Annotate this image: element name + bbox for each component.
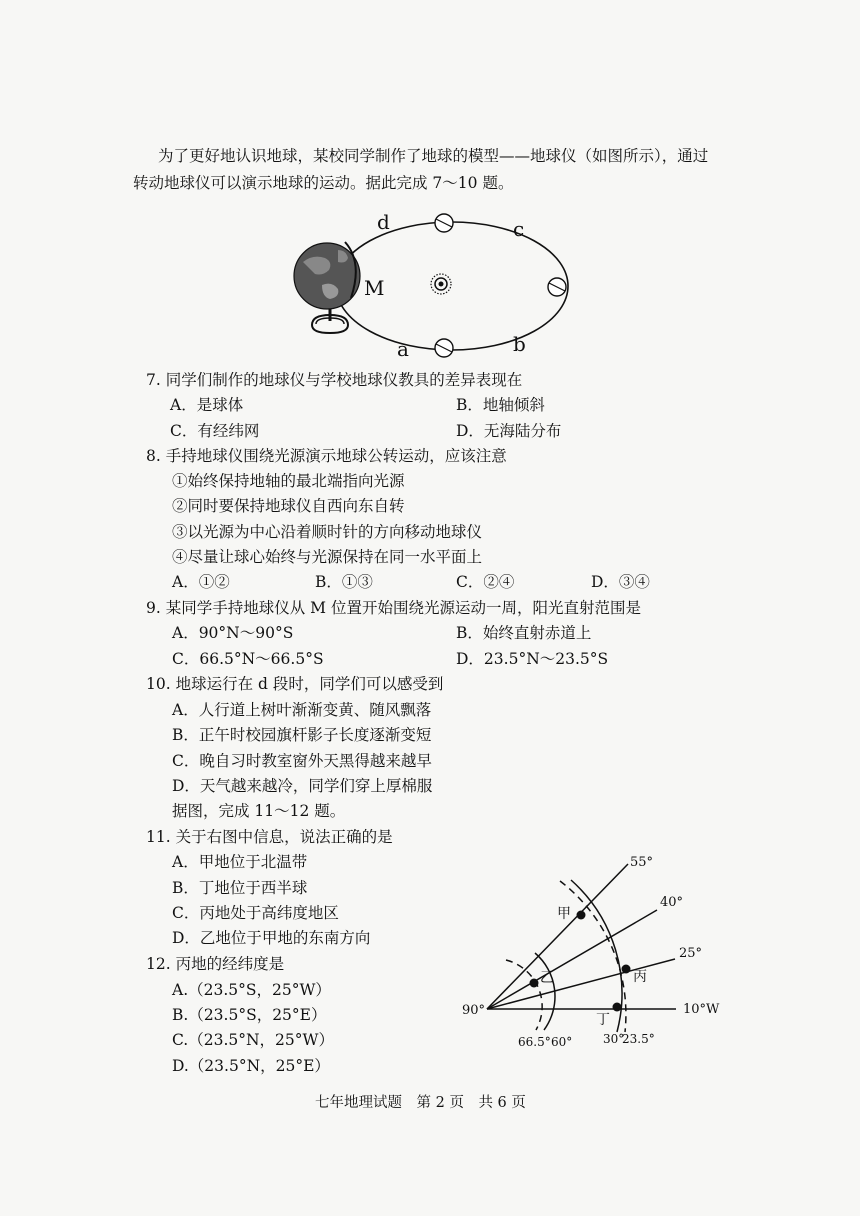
globe-model xyxy=(294,242,360,333)
label-bing: 丙 xyxy=(633,969,647,985)
q10-option-c: C．晚自习时教室窗外天黑得越来越早 xyxy=(172,752,432,770)
q9-option-a: A．90°N～90°S xyxy=(172,624,294,642)
earth-position-b xyxy=(548,278,566,296)
orbit-diagram xyxy=(290,208,590,368)
point-jia xyxy=(577,911,586,920)
q9-stem: 9. 某同学手持地球仪从 M 位置开始围绕光源运动一周，阳光直射范围是 xyxy=(146,599,641,617)
q9-option-b: B．始终直射赤道上 xyxy=(456,624,592,642)
meridian-40 xyxy=(487,910,657,1009)
label-d: d xyxy=(377,210,390,234)
label-pole-90: 90° xyxy=(462,1003,486,1018)
q11-option-c: C．丙地处于高纬度地区 xyxy=(172,904,339,922)
q8-option-b: B．①③ xyxy=(315,573,373,591)
earth-position-a xyxy=(435,339,453,357)
intro-line-2: 转动地球仪可以演示地球的运动。据此完成 7～10 题。 xyxy=(133,174,514,192)
q10-stem: 10. 地球运行在 d 段时，同学们可以感受到 xyxy=(146,675,444,693)
q9-option-c: C．66.5°N～66.5°S xyxy=(172,650,324,668)
point-ding xyxy=(613,1003,622,1012)
grid-diagram xyxy=(455,850,725,1050)
label-c: c xyxy=(513,217,525,241)
q10-option-d: D．天气越来越冷，同学们穿上厚棉服 xyxy=(172,777,433,795)
q10-option-b: B．正午时校园旗杆影子长度逐渐变短 xyxy=(172,726,432,744)
q8-option-d: D．③④ xyxy=(591,573,650,591)
label-b: b xyxy=(513,332,526,356)
q12-option-a: A.（23.5°S，25°W） xyxy=(172,981,331,999)
q11-option-a: A．甲地位于北温带 xyxy=(172,853,308,871)
label-yi: 乙 xyxy=(540,970,554,986)
q12-option-c: C.（23.5°N，25°W） xyxy=(172,1031,334,1049)
q8-statement-2: ②同时要保持地球仪自西向东自转 xyxy=(172,497,405,515)
label-a: a xyxy=(397,337,409,361)
sun-icon xyxy=(431,274,451,294)
label-m: M xyxy=(364,276,385,300)
q8-statement-4: ④尽量让球心始终与光源保持在同一水平面上 xyxy=(172,548,483,566)
label-lat-23-5: 23.5° xyxy=(622,1032,655,1046)
q8-statement-3: ③以光源为中心沿着顺时针的方向移动地球仪 xyxy=(172,523,483,541)
label-lon-55: 55° xyxy=(630,855,654,870)
q7-stem: 7. 同学们制作的地球仪与学校地球仪教具的差异表现在 xyxy=(146,371,523,389)
q12-stem: 12. 丙地的经纬度是 xyxy=(146,955,285,973)
point-bing xyxy=(622,965,631,974)
q7-option-a: A．是球体 xyxy=(170,396,244,414)
label-lon-25: 25° xyxy=(679,946,703,961)
q9-option-d: D．23.5°N～23.5°S xyxy=(456,650,609,668)
q11-stem: 11. 关于右图中信息，说法正确的是 xyxy=(146,828,393,846)
label-lon-10w: 10°W xyxy=(683,1002,720,1017)
label-lon-40: 40° xyxy=(660,895,684,910)
q8-stem: 8. 手持地球仪围绕光源演示地球公转运动，应该注意 xyxy=(146,447,507,465)
label-lat-30: 30° xyxy=(603,1032,625,1046)
label-lat-66-5: 66.5° xyxy=(518,1035,551,1049)
q7-option-b: B．地轴倾斜 xyxy=(456,396,545,414)
q8-option-c: C．②④ xyxy=(456,573,515,591)
q12-option-d: D.（23.5°N，25°E） xyxy=(172,1057,330,1075)
label-lat-60: 60° xyxy=(551,1035,573,1049)
page-footer: 七年地理试题 第 2 页 共 6 页 xyxy=(315,1095,526,1111)
point-yi xyxy=(530,979,539,988)
q12-option-b: B.（23.5°S，25°E） xyxy=(172,1006,327,1024)
q11-option-d: D．乙地位于甲地的东南方向 xyxy=(172,929,371,947)
q8-option-a: A．①② xyxy=(172,573,230,591)
q10-option-a: A．人行道上树叶渐渐变黄、随风飘落 xyxy=(172,701,432,719)
intro-line-1: 为了更好地认识地球，某校同学制作了地球的模型——地球仪（如图所示），通过 xyxy=(158,147,709,165)
q11-option-b: B．丁地位于西半球 xyxy=(172,879,308,897)
intro-11-12: 据图，完成 11～12 题。 xyxy=(172,802,346,820)
label-jia: 甲 xyxy=(557,906,571,922)
q7-option-c: C．有经纬网 xyxy=(170,422,260,440)
earth-position-d xyxy=(435,214,453,232)
q8-statement-1: ①始终保持地轴的最北端指向光源 xyxy=(172,472,405,490)
label-ding: 丁 xyxy=(596,1012,610,1028)
q7-option-d: D．无海陆分布 xyxy=(456,422,562,440)
